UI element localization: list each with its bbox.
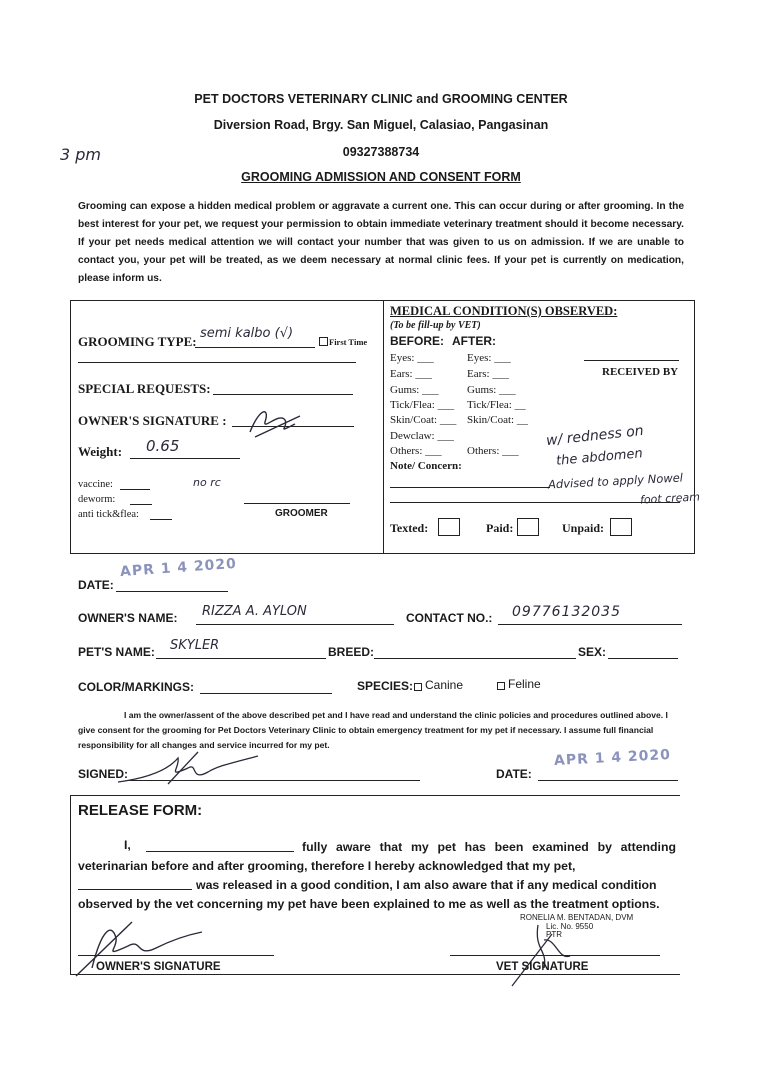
note-line-1: w/ redness on bbox=[545, 422, 645, 450]
clinic-name: PET DOCTORS VETERINARY CLINIC and GROOMING CENTER bbox=[194, 92, 568, 106]
received-by-line[interactable] bbox=[584, 360, 679, 361]
tick-flea-line[interactable] bbox=[150, 519, 172, 520]
before-label: BEFORE: bbox=[390, 334, 444, 348]
grooming-type-line-2 bbox=[78, 362, 356, 363]
pet-name-label: PET'S NAME: bbox=[78, 645, 155, 659]
release-owner-signature-line[interactable] bbox=[78, 955, 274, 956]
after-ears: Ears: ___ bbox=[467, 368, 509, 380]
vet-name: RONELIA M. BENTADAN, DVM bbox=[520, 913, 634, 922]
date-stamp: APR 1 4 2020 bbox=[119, 555, 238, 581]
before-eyes: Eyes: ___ bbox=[390, 352, 434, 364]
note-line-2: the abdomen bbox=[555, 446, 644, 469]
canine-label: Canine bbox=[425, 678, 464, 692]
after-others: Others: ___ bbox=[467, 445, 519, 457]
first-time-checkbox[interactable] bbox=[319, 337, 328, 346]
tick-flea-label: anti tick&flea: bbox=[78, 509, 139, 520]
consent-date-line[interactable] bbox=[538, 780, 678, 781]
groomer-line[interactable] bbox=[244, 503, 350, 504]
signed-label: SIGNED: bbox=[78, 767, 129, 781]
after-label: AFTER: bbox=[452, 334, 496, 348]
owner-name-line[interactable] bbox=[196, 624, 394, 625]
grooming-type-line bbox=[195, 347, 315, 348]
signed-signature-scribble bbox=[108, 748, 268, 788]
owner-signature-label: OWNER'S SIGNATURE : bbox=[78, 413, 227, 428]
grooming-type-value[interactable]: semi kalbo (√) bbox=[200, 326, 294, 341]
special-requests-line[interactable] bbox=[213, 394, 353, 395]
note-line-a[interactable] bbox=[390, 487, 550, 488]
before-others: Others: ___ bbox=[390, 445, 442, 457]
medical-subtitle: (To be fill-up by VET) bbox=[390, 320, 481, 331]
color-markings-label: COLOR/MARKINGS: bbox=[78, 680, 194, 694]
release-text-2: was released in a good condition, I am also aware that if any medical condition observed by the vet concerning my pet have been explained to me as well as the treatment options. bbox=[78, 878, 660, 911]
before-tick-flea: Tick/Flea: ___ bbox=[390, 399, 455, 411]
note-line-3: Advised to apply Nowel bbox=[547, 470, 684, 492]
received-by-label: RECEIVED BY bbox=[602, 366, 679, 378]
groomer-label: GROOMER bbox=[275, 508, 328, 519]
vet-ptr: PTR bbox=[546, 930, 562, 939]
special-requests-label: SPECIAL REQUESTS: bbox=[78, 381, 211, 396]
consent-date-stamp: APR 1 4 2020 bbox=[553, 746, 672, 770]
weight-line[interactable] bbox=[130, 458, 240, 459]
date-line[interactable] bbox=[116, 591, 228, 592]
box-divider bbox=[383, 300, 384, 554]
weight-value: 0.65 bbox=[146, 437, 180, 455]
release-title: RELEASE FORM: bbox=[78, 802, 203, 819]
note-concern-label: Note/ Concern: bbox=[390, 460, 462, 472]
breed-label: BREED: bbox=[328, 645, 375, 659]
vet-signature-label: VET SIGNATURE bbox=[496, 961, 589, 973]
before-skin-coat: Skin/Coat: ___ bbox=[390, 414, 457, 426]
vaccine-line[interactable] bbox=[120, 489, 150, 490]
release-i: I, bbox=[124, 838, 131, 852]
clinic-address: Diversion Road, Brgy. San Miguel, Calasiao, Pangasinan bbox=[213, 118, 549, 132]
after-skin-coat: Skin/Coat: __ bbox=[467, 414, 528, 426]
weight-label: Weight: bbox=[78, 444, 123, 459]
texted-checkbox[interactable] bbox=[438, 518, 460, 536]
vet-signature-line[interactable] bbox=[450, 955, 660, 956]
owner-name-label: OWNER'S NAME: bbox=[78, 611, 178, 625]
consent-text: I am the owner/assent of the above described pet and I have read and understand the clinic policies and procedures outlined above. I give consent for the grooming for Pet Doctors Veterinary Clinic to obtain emergency treatment for my pet if necessary. I assume full financial responsibility for all changes and service incurred for my pet. bbox=[78, 710, 668, 750]
feline-checkbox[interactable] bbox=[497, 682, 505, 690]
vet-license: Lic. No. 9550 bbox=[546, 922, 594, 931]
after-tick-flea: Tick/Flea: __ bbox=[467, 399, 526, 411]
before-dewclaw: Dewclaw: ___ bbox=[390, 430, 454, 442]
contact-value: 09776132035 bbox=[512, 604, 621, 620]
deworm-line[interactable] bbox=[130, 504, 152, 505]
after-gums: Gums: ___ bbox=[467, 384, 516, 396]
contact-line[interactable] bbox=[498, 624, 682, 625]
color-markings-line[interactable] bbox=[200, 693, 332, 694]
before-gums: Gums: ___ bbox=[390, 384, 439, 396]
note-line-b[interactable] bbox=[390, 502, 680, 503]
before-ears: Ears: ___ bbox=[390, 368, 432, 380]
vaccine-label: vaccine: bbox=[78, 479, 113, 490]
note-line-4: foot cream bbox=[639, 490, 701, 507]
species-label: SPECIES: bbox=[357, 679, 414, 693]
pet-name-line[interactable] bbox=[156, 658, 326, 659]
owner-name-value: RIZZA A. AYLON bbox=[202, 604, 307, 619]
release-owner-signature-label: OWNER'S SIGNATURE bbox=[96, 961, 221, 973]
feline-label: Feline bbox=[508, 677, 541, 691]
clinic-phone: 09327388734 bbox=[342, 145, 420, 159]
release-text-1: fully aware that my pet has been examined by attending veterinarian before and after grooming, therefore I hereby acknowledged that my pet, bbox=[78, 840, 676, 873]
deworm-label: deworm: bbox=[78, 494, 116, 505]
time-note: 3 pm bbox=[60, 145, 102, 164]
texted-label: Texted: bbox=[390, 521, 429, 535]
no-record-note: no rc bbox=[193, 476, 221, 489]
breed-line[interactable] bbox=[374, 658, 576, 659]
pet-name-value: SKYLER bbox=[170, 638, 220, 653]
unpaid-checkbox[interactable] bbox=[610, 518, 632, 536]
first-time-label: First Time bbox=[329, 337, 368, 347]
contact-label: CONTACT NO.: bbox=[406, 611, 493, 625]
unpaid-label: Unpaid: bbox=[562, 521, 605, 535]
canine-checkbox[interactable] bbox=[414, 683, 422, 691]
paid-label: Paid: bbox=[486, 521, 514, 535]
paid-checkbox[interactable] bbox=[517, 518, 539, 536]
sex-line[interactable] bbox=[608, 658, 678, 659]
grooming-type-label: GROOMING TYPE: bbox=[78, 334, 197, 349]
after-eyes: Eyes: ___ bbox=[467, 352, 511, 364]
intro-paragraph: Grooming can expose a hidden medical problem or aggravate a current one. This can occur during or after grooming. In the best interest for your pet, we request your permission to obtain immediate veterinary treatment should it become necessary. If your pet needs medical attention we will contact your number that was given to us on admission. If we are unable to contact you, your pet will be treated, as we deem necessary at normal clinic fees. If your pet is currently on medication, please inform us. bbox=[78, 201, 684, 284]
sex-label: SEX: bbox=[578, 645, 607, 659]
date-label: DATE: bbox=[78, 578, 114, 592]
medical-title: MEDICAL CONDITION(S) OBSERVED: bbox=[390, 304, 618, 318]
form-title: GROOMING ADMISSION AND CONSENT FORM bbox=[241, 170, 521, 184]
owner-signature-scribble bbox=[245, 402, 305, 442]
consent-date-label: DATE: bbox=[496, 767, 532, 781]
